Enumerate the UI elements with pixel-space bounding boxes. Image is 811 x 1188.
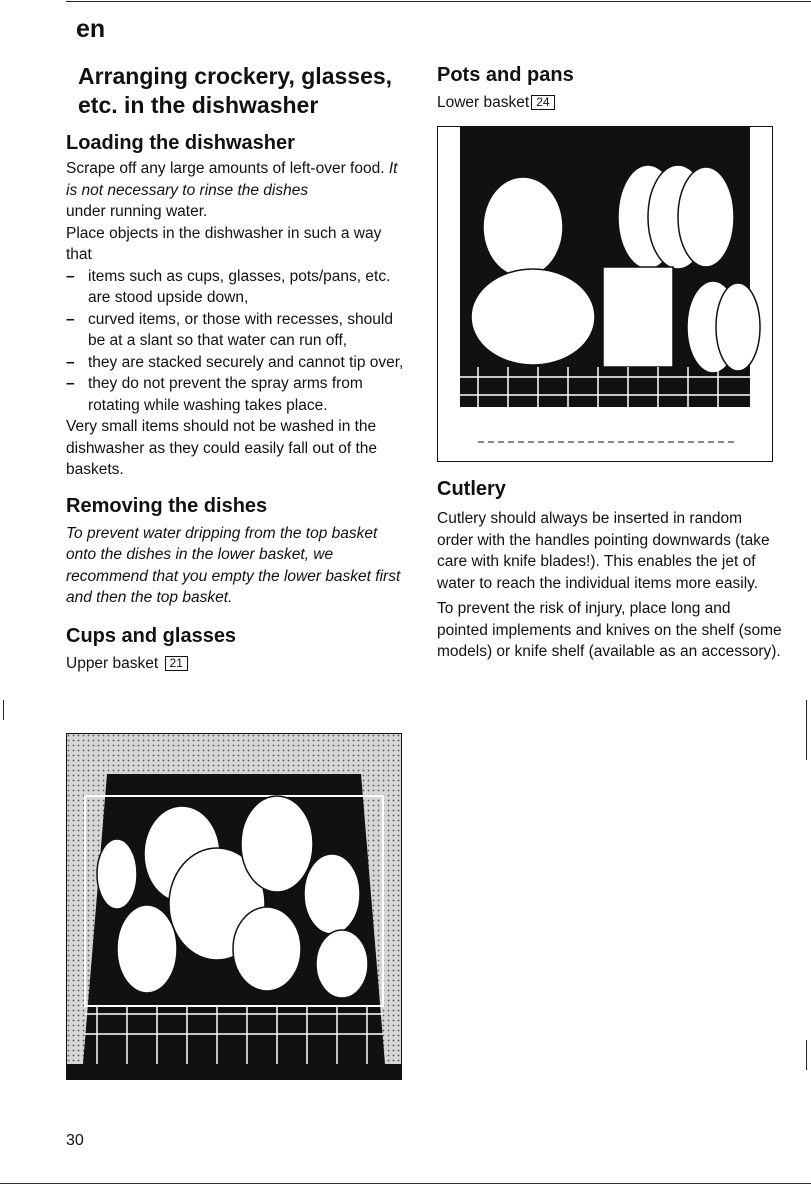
list-item: – they are stacked securely and cannot tip over, <box>66 352 411 374</box>
loading-text-italic: It is not necessary to rinse the dishes <box>66 160 398 199</box>
left-column <box>66 62 411 674</box>
loading-text-normal: Scrape off any large amounts of left-over food. <box>66 160 385 177</box>
right-column <box>437 62 782 114</box>
figure-ref: 24 <box>531 95 554 110</box>
figure-ref: 21 <box>165 656 188 671</box>
lower-basket-caption <box>437 92 782 114</box>
cups-heading: Cups and glasses <box>66 624 237 647</box>
loading-paragraph-1 <box>66 158 411 223</box>
loading-heading: Loading the dishwasher <box>66 132 295 154</box>
list-item: – curved items, or those with recesses, should be at a slant so that water can run off, <box>66 309 411 352</box>
upper-basket-drawing <box>67 734 401 1079</box>
bottom-rule <box>0 1183 811 1184</box>
language-tag: en <box>76 15 106 43</box>
page-number: 30 <box>66 1132 84 1149</box>
page-title: Arranging crockery, glasses, etc. in the dishwasher <box>78 63 393 118</box>
caption-text: Upper basket <box>66 654 159 672</box>
cutlery-paragraph-2: To prevent the risk of injury, place long and pointed implements and knives on the shelf (some models) or knife shelf (available as an accessory). <box>437 600 782 660</box>
removing-paragraph: To prevent water dripping from the top basket onto the dishes in the lower basket, we recommend that you empty the lower basket first and then the top basket. <box>66 524 401 606</box>
loading-paragraph-2: Place objects in the dishwasher in such a way that <box>66 224 382 263</box>
margin-mark <box>3 700 4 720</box>
top-rule <box>66 1 811 2</box>
upper-basket-illustration <box>66 733 402 1080</box>
lower-basket-drawing <box>438 127 772 461</box>
cutlery-section <box>437 476 782 663</box>
loading-bullet-list <box>66 266 411 417</box>
upper-basket-caption <box>66 653 411 675</box>
cutlery-heading: Cutlery <box>437 478 506 500</box>
removing-heading: Removing the dishes <box>66 494 268 517</box>
margin-mark <box>806 700 807 760</box>
margin-mark <box>806 1040 807 1070</box>
caption-text: Lower basket <box>437 94 530 111</box>
list-item: – they do not prevent the spray arms from rotating while washing takes place. <box>66 373 411 416</box>
loading-paragraph-3: Very small items should not be washed in the dishwasher as they could easily fall out of the baskets. <box>66 418 378 478</box>
cutlery-paragraph-1: Cutlery should always be inserted in random order with the handles pointing downwards (take care with knife blades!). This enables the jet of water to reach the individual items more easily. <box>437 510 770 592</box>
list-item: – items such as cups, glasses, pots/pans, etc. are stood upside down, <box>66 266 411 309</box>
pots-heading: Pots and pans <box>437 64 574 86</box>
lower-basket-illustration <box>437 126 773 462</box>
loading-text-tail: under running water. <box>66 203 208 220</box>
